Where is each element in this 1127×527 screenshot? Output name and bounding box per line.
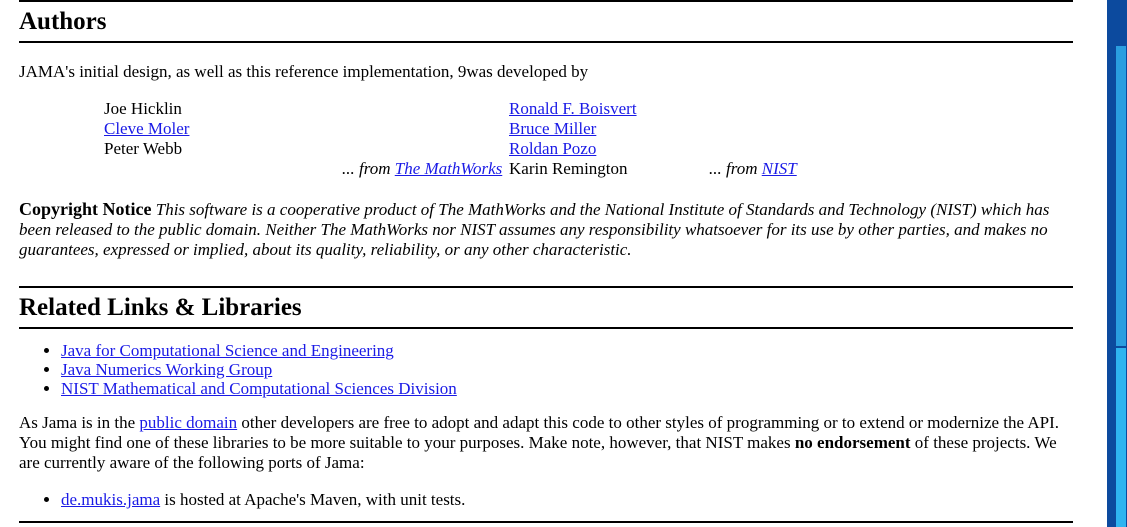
author-name: Peter Webb [104,139,183,158]
author-name: Joe Hicklin [104,99,182,118]
affiliation-link[interactable]: The MathWorks [394,159,503,178]
authors-section [19,7,1073,260]
author-name-cell [509,99,709,119]
list-item [61,360,1073,379]
author-name-cell [509,119,709,139]
no-endorsement-text: no endorsement [794,433,911,452]
authors-heading-rule [19,41,1073,43]
copyright-text: This software is a cooperative product of The MathWorks and the National Institute of Standards and Technology (NIST) which has been released to the public domain. Neither The MathWorks nor NIST assumes any responsibility whatsoever for its use by other parties, and makes no guarantees, expressed or implied, about its quality, reliability, or any other characteristic. [19,200,1050,259]
port-description: is hosted at Apache's Maven, with unit tests. [160,490,466,509]
author-name: Karin Remington [509,159,628,178]
public-domain-link[interactable]: public domain [139,413,238,432]
author-affiliation-cell [709,99,797,119]
affiliation-prefix: ... from [342,159,395,178]
author-name-link[interactable]: Cleve Moler [104,119,190,138]
related-links-section [19,286,1073,509]
paragraph-part-1: As Jama is in the [19,413,140,432]
author-affiliation-cell [709,159,797,179]
author-affiliation-cell [342,99,509,119]
affiliation-prefix: ... from [709,159,762,178]
author-affiliation-cell [709,139,797,159]
paragraph-part-3: of these projects. We are currently aware of the following ports of Jama: [19,433,1057,472]
page-title: Authors [19,8,107,35]
port-link[interactable]: de.mukis.jama [61,490,161,509]
affiliation-link[interactable]: NIST [761,159,797,178]
author-name-link[interactable]: Roldan Pozo [509,139,597,158]
author-name-cell [19,119,342,139]
authors-intro: JAMA's initial design, as well as this reference implementation, 9was developed by [19,62,589,81]
paragraph-part-2: other developers are free to adopt and adapt this code to other styles of programming or to extend or modernize the API. You might find one of these libraries to be more suitable to your purposes. Make note, however, that NIST makes [19,413,1060,452]
ports-list [19,490,1073,509]
related-link[interactable]: Java for Computational Science and Engineering [61,341,394,360]
bottom-divider [19,521,1073,523]
copyright-label: Copyright Notice [19,199,152,219]
list-item [61,379,1073,398]
related-heading-rule-top [19,286,1073,288]
author-name-cell [509,139,709,159]
related-link[interactable]: NIST Mathematical and Computational Sciences Division [61,379,457,398]
scrollbar-gutter [1092,0,1107,527]
table-row [19,119,797,139]
list-item [61,341,1073,360]
author-affiliation-cell [342,159,509,179]
copyright-notice [19,199,1073,260]
author-name-link[interactable]: Ronald F. Boisvert [509,99,637,118]
table-row [19,139,797,159]
author-affiliation-cell [342,119,509,139]
scrollbar-thumb[interactable] [1116,348,1126,527]
author-name-cell [509,159,709,179]
authors-table [19,99,797,179]
related-heading-rule [19,327,1073,329]
scrollbar-thumb-upper[interactable] [1116,46,1126,346]
author-name-cell [19,159,342,179]
related-link[interactable]: Java Numerics Working Group [61,360,273,379]
author-name-link[interactable]: Bruce Miller [509,119,597,138]
ports-paragraph [19,413,1073,473]
related-links-list [19,341,1073,398]
author-name-cell [19,99,342,119]
table-row [19,159,797,179]
list-item [61,490,1073,509]
author-affiliation-cell [342,139,509,159]
author-affiliation-cell [709,119,797,139]
author-name-cell [19,139,342,159]
table-row [19,99,797,119]
related-heading: Related Links & Libraries [19,294,302,321]
vertical-scrollbar[interactable] [1107,0,1127,527]
top-divider [19,0,1073,2]
